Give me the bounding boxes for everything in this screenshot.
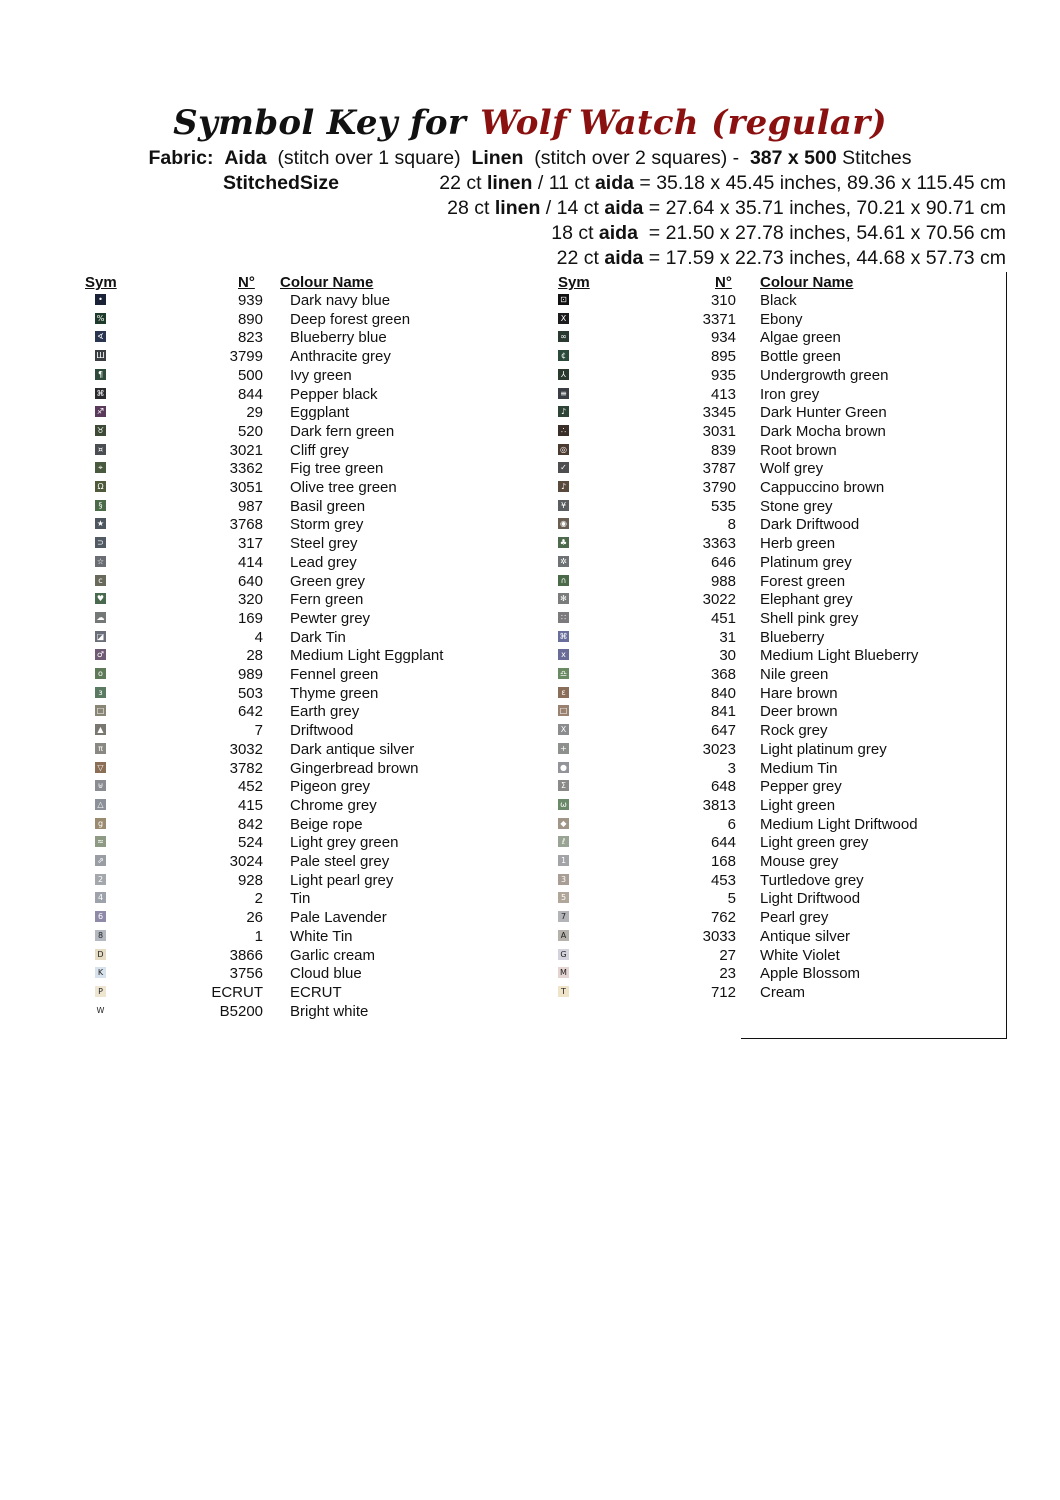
colour-name: White Violet xyxy=(760,946,840,964)
thread-number: 3787 xyxy=(702,460,736,478)
colour-name: Fig tree green xyxy=(290,460,384,478)
thread-number: 27 xyxy=(719,946,736,964)
colour-name: Pigeon grey xyxy=(290,778,371,796)
symbol-swatch: ☆ xyxy=(96,556,105,566)
colour-name: Earth grey xyxy=(290,703,360,721)
symbol-swatch: ∩ xyxy=(558,575,569,586)
thread-number: 7 xyxy=(254,722,263,740)
symbol-swatch: W xyxy=(96,1005,105,1015)
aida-note: (stitch over 1 square) xyxy=(277,147,461,169)
fabric-label: Fabric: xyxy=(148,147,214,169)
symbol-swatch: ⅄ xyxy=(558,369,569,380)
thread-number: 3345 xyxy=(702,404,736,422)
fabric-line xyxy=(0,147,1060,170)
linen-note: (stitch over 2 squares) - xyxy=(534,147,740,169)
symbol-swatch: ℓ xyxy=(558,836,569,847)
symbol-swatch: ⌘ xyxy=(96,388,105,398)
thread-number: 3024 xyxy=(229,853,263,870)
thread-number: 1 xyxy=(254,927,263,945)
symbol-swatch: Ш xyxy=(96,351,105,361)
size-text: = 21.50 x 27.78 inches, 54.61 x 70.56 cm xyxy=(637,222,1006,244)
thread-number: 6 xyxy=(727,815,736,833)
symbol-swatch: + xyxy=(558,743,569,754)
thread-number: 3032 xyxy=(229,740,263,758)
symbol-swatch: ≡ xyxy=(558,388,569,399)
colour-name: Chrome grey xyxy=(290,796,377,814)
size-text: 22 ct xyxy=(556,247,605,269)
thread-number: 30 xyxy=(719,647,736,665)
colour-name: Black xyxy=(760,292,797,309)
colour-name: Forest green xyxy=(760,572,846,590)
symbol-swatch: ♪ xyxy=(558,481,569,492)
thread-number: 3813 xyxy=(702,796,736,814)
thread-number: 712 xyxy=(710,983,736,1001)
thread-number: 890 xyxy=(237,310,263,328)
symbol-swatch: 7 xyxy=(558,911,569,922)
symbol-swatch: 4 xyxy=(95,892,106,903)
thread-number: 3756 xyxy=(229,965,263,983)
thread-number: 3363 xyxy=(702,535,736,553)
thread-number: 29 xyxy=(246,404,263,422)
fabric-word: aida xyxy=(594,172,634,194)
thread-number: 31 xyxy=(719,628,736,646)
symbol-swatch: ♉ xyxy=(96,425,105,435)
thread-number: 451 xyxy=(710,609,736,627)
colour-name: Dark Hunter Green xyxy=(760,404,887,422)
fabric-word: linen xyxy=(486,172,533,194)
symbol-swatch: π xyxy=(95,743,106,754)
thread-number: 5 xyxy=(727,890,736,908)
thread-number: 414 xyxy=(237,553,263,571)
thread-number: 3371 xyxy=(702,310,736,328)
symbol-swatch: ▲ xyxy=(95,724,106,735)
symbol-swatch: ¥ xyxy=(558,500,569,511)
thread-number: 3362 xyxy=(229,460,263,478)
thread-number: 762 xyxy=(710,909,736,927)
header-sym-2: Sym xyxy=(558,274,590,291)
thread-number: 310 xyxy=(710,292,736,309)
colour-name: Platinum grey xyxy=(760,553,852,571)
thread-number: 841 xyxy=(710,703,736,721)
symbol-swatch: o xyxy=(95,668,106,679)
thread-number: 524 xyxy=(237,834,263,852)
size-text: 22 ct xyxy=(439,172,487,194)
symbol-swatch: ● xyxy=(558,762,569,773)
thread-number: 988 xyxy=(710,572,736,590)
symbol-swatch: 6 xyxy=(95,911,106,922)
colour-name: Cappuccino brown xyxy=(760,479,885,496)
size-text: 18 ct xyxy=(551,222,599,244)
symbol-swatch: g xyxy=(95,818,106,829)
thread-number: 453 xyxy=(710,871,736,889)
symbol-swatch: ◉ xyxy=(558,518,569,529)
colour-name: Light grey green xyxy=(290,834,399,852)
symbol-swatch: A xyxy=(558,930,569,941)
symbol-swatch: ω xyxy=(558,799,569,810)
symbol-swatch: 2 xyxy=(95,874,106,885)
title-prefix: Symbol Key for xyxy=(173,103,467,143)
symbol-swatch: ♎ xyxy=(559,669,568,678)
frame-bottom-border xyxy=(741,1038,1007,1039)
colour-name: Basil green xyxy=(290,497,366,515)
thread-number: 503 xyxy=(237,684,263,702)
colour-name: Stone grey xyxy=(760,497,833,515)
colour-name: Bright white xyxy=(290,1002,369,1020)
thread-number: 4 xyxy=(254,628,263,646)
symbol-swatch: ∷ xyxy=(558,612,569,623)
symbol-swatch: ∢ xyxy=(95,331,106,342)
thread-number: 23 xyxy=(719,965,736,983)
symbol-swatch: X xyxy=(558,313,569,324)
symbol-swatch: ¶ xyxy=(95,369,106,380)
colour-name: Apple Blossom xyxy=(760,965,861,983)
colour-name: Rock grey xyxy=(760,722,828,740)
thread-number: 500 xyxy=(237,366,263,384)
fabric-linen: Linen xyxy=(471,147,524,169)
colour-name: Deep forest green xyxy=(290,310,411,328)
colour-name: Cream xyxy=(760,983,806,1001)
colour-name: Light green xyxy=(760,796,836,814)
symbol-swatch: T xyxy=(558,986,569,997)
symbol-swatch: ✲ xyxy=(558,556,569,567)
stitch-count: 387 x 500 xyxy=(749,147,837,169)
thread-number: ECRUT xyxy=(211,983,263,1001)
stitched-size-line xyxy=(439,172,1006,195)
symbol-swatch: M xyxy=(558,967,569,978)
fabric-aida: Aida xyxy=(224,147,267,169)
symbol-swatch: ⊎ xyxy=(95,780,106,791)
thread-number: 8 xyxy=(727,516,736,534)
thread-number: 895 xyxy=(710,348,736,366)
symbol-swatch: ≈ xyxy=(95,836,106,847)
thread-number: 535 xyxy=(710,497,736,515)
size-text: / 11 ct xyxy=(532,172,595,194)
symbol-swatch: • xyxy=(95,294,106,305)
colour-name: Driftwood xyxy=(290,722,354,740)
symbol-swatch: ◆ xyxy=(558,818,569,829)
thread-number: 317 xyxy=(237,535,263,553)
thread-number: 647 xyxy=(710,722,736,740)
thread-number: 26 xyxy=(246,909,263,927)
colour-name: Ebony xyxy=(760,310,803,328)
colour-name: Turtledove grey xyxy=(760,871,864,889)
symbol-swatch: c xyxy=(95,575,106,586)
colour-name: Undergrowth green xyxy=(760,366,889,384)
symbol-swatch: □ xyxy=(559,706,568,716)
colour-name: Root brown xyxy=(760,441,837,459)
colour-name: Dark fern green xyxy=(290,422,395,440)
symbol-swatch: § xyxy=(95,500,106,511)
symbol-swatch: 8 xyxy=(95,930,106,941)
symbol-swatch: ∞ xyxy=(558,331,569,342)
thread-number: 648 xyxy=(710,778,736,796)
colour-name: Elephant grey xyxy=(760,591,853,609)
thread-number: 3033 xyxy=(702,927,736,945)
colour-name: Tin xyxy=(290,890,311,908)
pattern-name: Wolf Watch (regular) xyxy=(480,103,887,143)
symbol-swatch: ♪ xyxy=(558,406,569,417)
symbol-swatch: □ xyxy=(96,706,105,716)
symbol-swatch: % xyxy=(96,313,105,323)
size-text: / 14 ct xyxy=(540,197,605,219)
thread-number: 989 xyxy=(237,666,263,683)
colour-name: Medium Tin xyxy=(760,759,838,777)
colour-name: Light Driftwood xyxy=(760,890,861,908)
symbol-swatch: ⊃ xyxy=(95,537,106,548)
colour-name: Algae green xyxy=(760,329,841,347)
thread-number: 28 xyxy=(246,647,263,665)
symbol-swatch: ★ xyxy=(96,519,105,529)
fabric-word: aida xyxy=(604,197,644,219)
thread-number: 413 xyxy=(710,385,736,403)
thread-number: 3782 xyxy=(229,759,263,777)
symbol-swatch: P xyxy=(95,986,106,997)
colour-name: Green grey xyxy=(290,572,366,590)
colour-name: Medium Light Eggplant xyxy=(290,647,444,665)
size-text: = 17.59 x 22.73 inches, 44.68 x 57.73 cm xyxy=(643,247,1006,269)
thread-number: 644 xyxy=(710,834,736,852)
symbol-swatch: ¢ xyxy=(558,350,569,361)
thread-number: 823 xyxy=(237,329,263,347)
thread-number: 3051 xyxy=(229,479,263,496)
colour-name: Deer brown xyxy=(760,703,838,721)
colour-name: Pale Lavender xyxy=(290,909,387,927)
thread-number: 640 xyxy=(237,572,263,590)
colour-name: Cliff grey xyxy=(290,441,349,459)
thread-number: 368 xyxy=(710,666,736,683)
header-colour-name: Colour Name xyxy=(280,274,374,291)
colour-name: Antique silver xyxy=(760,927,851,945)
symbol-swatch: D xyxy=(95,949,106,960)
size-text: = 35.18 x 45.45 inches, 89.36 x 115.45 cm xyxy=(633,172,1006,194)
colour-name: Pepper grey xyxy=(760,778,842,796)
thread-number: 842 xyxy=(237,815,263,833)
thread-number: 934 xyxy=(710,329,736,347)
colour-name: Beige rope xyxy=(290,815,363,833)
thread-number: 452 xyxy=(237,778,263,796)
colour-name: Nile green xyxy=(760,666,829,683)
colour-name: Hare brown xyxy=(760,684,838,702)
stitched-size-line xyxy=(551,222,1006,245)
symbol-swatch: ¤ xyxy=(95,444,106,455)
stitches-label: Stitches xyxy=(842,147,912,169)
symbol-swatch: ♥ xyxy=(96,594,105,604)
thread-number: 987 xyxy=(237,497,263,515)
symbol-swatch: ♐ xyxy=(96,407,105,417)
symbol-swatch: ✻ xyxy=(558,593,569,604)
symbol-swatch: ▽ xyxy=(95,762,106,773)
colour-name: Storm grey xyxy=(290,516,364,534)
thread-number: 844 xyxy=(237,385,263,403)
colour-name: Light green grey xyxy=(760,834,869,852)
thread-number: 646 xyxy=(710,553,736,571)
colour-name: Herb green xyxy=(760,535,836,553)
thread-number: 3866 xyxy=(229,946,263,964)
colour-name: ECRUT xyxy=(290,983,342,1001)
thread-number: 3021 xyxy=(229,441,263,459)
colour-name: Medium Light Driftwood xyxy=(760,815,918,833)
symbol-swatch: K xyxy=(95,967,106,978)
thread-number: 415 xyxy=(237,796,263,814)
symbol-swatch: △ xyxy=(95,799,106,810)
symbol-swatch: ⊡ xyxy=(558,294,569,305)
colour-name: Pepper black xyxy=(290,385,378,403)
frame-right-border xyxy=(1006,272,1007,1039)
colour-name: Blueberry xyxy=(760,628,825,646)
symbol-swatch: ɜ xyxy=(95,687,106,698)
symbol-swatch: ♂ xyxy=(96,650,105,660)
stitched-size-label: StitchedSize xyxy=(223,172,339,194)
colour-name: Gingerbread brown xyxy=(290,759,419,777)
thread-number: 2 xyxy=(254,890,263,908)
colour-name: Shell pink grey xyxy=(760,609,859,627)
thread-number: 168 xyxy=(710,853,736,870)
thread-number: 3023 xyxy=(702,740,736,758)
symbol-swatch: x xyxy=(558,649,569,660)
colour-name: Eggplant xyxy=(290,404,350,422)
thread-number: B5200 xyxy=(219,1002,263,1020)
thread-number: 642 xyxy=(237,703,263,721)
colour-name: Medium Light Blueberry xyxy=(760,647,919,665)
colour-name: Ivy green xyxy=(290,366,352,384)
symbol-swatch: 1 xyxy=(558,855,569,866)
colour-name: Light pearl grey xyxy=(290,871,394,889)
colour-name: Garlic cream xyxy=(290,946,376,964)
colour-name: Dark navy blue xyxy=(290,292,391,309)
thread-number: 3799 xyxy=(229,348,263,366)
symbol-swatch: ✓ xyxy=(558,462,569,473)
size-text: 28 ct xyxy=(447,197,495,219)
header-num: N° xyxy=(238,274,255,291)
stitched-size-line xyxy=(447,197,1006,220)
colour-name: Dark Driftwood xyxy=(760,516,860,534)
header-sym: Sym xyxy=(85,274,117,291)
symbol-swatch: ◪ xyxy=(96,631,105,641)
symbol-swatch: Σ xyxy=(558,780,569,791)
symbol-swatch: ε xyxy=(558,687,569,698)
symbol-swatch: ⌘ xyxy=(559,631,568,641)
thread-number: 3022 xyxy=(702,591,736,609)
stitched-size-line xyxy=(557,247,1006,270)
colour-name: Pewter grey xyxy=(290,609,371,627)
thread-number: 320 xyxy=(237,591,263,609)
thread-number: 928 xyxy=(237,871,263,889)
colour-name: Bottle green xyxy=(760,348,841,366)
colour-name: Iron grey xyxy=(760,385,820,403)
page-title xyxy=(0,103,1060,143)
thread-number: 939 xyxy=(237,292,263,309)
symbol-swatch: ◎ xyxy=(558,444,569,455)
colour-name: Steel grey xyxy=(290,535,358,553)
symbol-swatch: ∴ xyxy=(558,425,569,436)
symbol-swatch: Ω xyxy=(95,481,106,492)
fabric-word: aida xyxy=(604,247,644,269)
colour-name: Dark antique silver xyxy=(290,740,415,758)
colour-name: Anthracite grey xyxy=(290,348,391,366)
symbol-swatch: 5 xyxy=(558,892,569,903)
header-colour-name-2: Colour Name xyxy=(760,274,854,291)
thread-number: 3790 xyxy=(702,479,736,496)
colour-name: Thyme green xyxy=(290,684,379,702)
colour-name: Olive tree green xyxy=(290,479,397,496)
colour-name: Blueberry blue xyxy=(290,329,387,347)
colour-name: Pale steel grey xyxy=(290,853,390,870)
colour-name: Pearl grey xyxy=(760,909,829,927)
colour-name: Cloud blue xyxy=(290,965,362,983)
thread-number: 839 xyxy=(710,441,736,459)
colour-name: Fern green xyxy=(290,591,364,609)
colour-name: Light platinum grey xyxy=(760,740,887,758)
thread-number: 840 xyxy=(710,684,736,702)
colour-name: White Tin xyxy=(290,927,353,945)
fabric-word: linen xyxy=(494,197,541,219)
fabric-word: aida xyxy=(598,222,638,244)
symbol-swatch: ☁ xyxy=(96,612,105,622)
size-text: = 27.64 x 35.71 inches, 70.21 x 90.71 cm xyxy=(643,197,1006,219)
thread-number: 3768 xyxy=(229,516,263,534)
symbol-swatch: ♣ xyxy=(559,538,568,548)
symbol-swatch: G xyxy=(558,949,569,960)
thread-number: 3 xyxy=(727,759,736,777)
colour-name: Dark Mocha brown xyxy=(760,422,886,440)
symbol-swatch: X xyxy=(558,724,569,735)
symbol-swatch: ⇗ xyxy=(95,855,106,866)
symbol-swatch: ⌖ xyxy=(95,462,106,473)
header-num-2: N° xyxy=(715,274,732,291)
thread-number: 520 xyxy=(237,422,263,440)
symbol-swatch: 3 xyxy=(558,874,569,885)
colour-name: Fennel green xyxy=(290,666,379,683)
thread-number: 169 xyxy=(237,609,263,627)
thread-number: 3031 xyxy=(702,422,736,440)
colour-name: Dark Tin xyxy=(290,628,346,646)
colour-name: Wolf grey xyxy=(760,460,824,478)
colour-name: Mouse grey xyxy=(760,853,839,870)
thread-number: 935 xyxy=(710,366,736,384)
colour-name: Lead grey xyxy=(290,553,357,571)
